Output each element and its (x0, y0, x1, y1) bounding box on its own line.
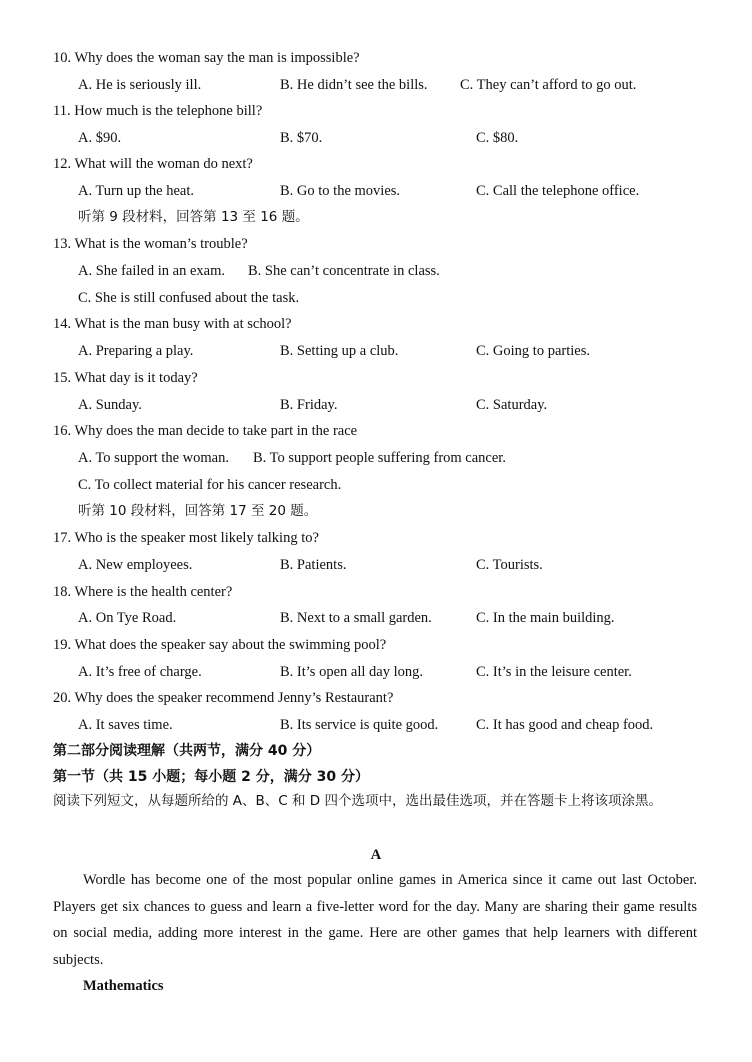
option-c: C. To collect material for his cancer research. (78, 477, 342, 493)
option-c: C. Going to parties. (476, 343, 590, 359)
question-20 (0, 688, 752, 708)
option-b: B. Its service is quite good. (280, 717, 439, 733)
options-16-c (0, 475, 752, 495)
heading-text: 第二部分阅读理解（共两节，满分 40 分） (53, 743, 321, 759)
option-b: B. It’s open all day long. (280, 664, 423, 680)
question-16 (0, 421, 752, 441)
option-b: B. Patients. (280, 557, 347, 573)
question-15 (0, 368, 752, 388)
options-20 (0, 715, 752, 735)
option-a: A. On Tye Road. (78, 610, 177, 626)
option-a: A. Preparing a play. (78, 343, 194, 359)
option-c: C. Saturday. (476, 397, 548, 413)
options-11 (0, 128, 752, 148)
option-a: A. Turn up the heat. (78, 183, 194, 199)
option-a: A. It’s free of charge. (78, 664, 202, 680)
options-17 (0, 555, 752, 575)
passage-label-row (0, 845, 752, 865)
section1-heading (0, 767, 752, 787)
question-18 (0, 582, 752, 602)
option-b: B. Setting up a club. (280, 343, 399, 359)
options-18 (0, 608, 752, 628)
subheading-row (0, 976, 752, 996)
instruction-text: 阅读下列短文，从每题所给的 A、B、C 和 D 四个选项中，选出最佳选项，并在答题卡上将该项涂黑。 (53, 793, 662, 809)
question-text: 12. What will the woman do next? (53, 156, 253, 172)
option-c: C. It has good and cheap food. (476, 717, 654, 733)
option-a: A. He is seriously ill. (78, 77, 202, 93)
question-text: 17. Who is the speaker most likely talking to? (53, 530, 319, 546)
option-a: A. Sunday. (78, 397, 142, 413)
option-b: B. $70. (280, 130, 323, 146)
option-c: C. In the main building. (476, 610, 615, 626)
options-13 (0, 261, 752, 281)
option-c: C. They can’t afford to go out. (460, 77, 637, 93)
question-12 (0, 154, 752, 174)
option-c: C. It’s in the leisure center. (476, 664, 632, 680)
options-14 (0, 341, 752, 361)
options-16 (0, 448, 752, 468)
option-b: B. To support people suffering from cancer. (253, 450, 506, 466)
options-15 (0, 395, 752, 415)
option-c: C. Call the telephone office. (476, 183, 640, 199)
passage-label: A (370, 847, 382, 863)
option-a: A. To support the woman. (78, 450, 229, 466)
question-text: 11. How much is the telephone bill? (53, 103, 263, 119)
question-10 (0, 48, 752, 68)
question-text: 19. What does the speaker say about the swimming pool? (53, 637, 387, 653)
passage-paragraph: Wordle has become one of the most popular online games in America since it came out last October. Players get six chances to guess and learn a five-letter word for the day. Many are sharing their game results on social media, adding more interest in the game. Here are other games that help learners with different subjects. (53, 872, 697, 968)
option-a: A. She failed in an exam. (78, 263, 225, 279)
option-c: C. Tourists. (476, 557, 543, 573)
note-text: 听第 10 段材料，回答第 17 至 20 题。 (78, 503, 318, 519)
option-c: C. She is still confused about the task. (78, 290, 300, 306)
section-note (0, 207, 752, 227)
option-b: B. Friday. (280, 397, 338, 413)
option-a: A. New employees. (78, 557, 193, 573)
option-a: A. It saves time. (78, 717, 173, 733)
question-text: 13. What is the woman’s trouble? (53, 236, 248, 252)
question-19 (0, 635, 752, 655)
subheading-mathematics: Mathematics (83, 978, 164, 994)
option-b: B. She can’t concentrate in class. (248, 263, 440, 279)
question-text: 20. Why does the speaker recommend Jenny’s Restaurant? (53, 690, 394, 706)
question-14 (0, 314, 752, 334)
option-c: C. $80. (476, 130, 519, 146)
options-13-c (0, 288, 752, 308)
options-12 (0, 181, 752, 201)
option-b: B. Go to the movies. (280, 183, 401, 199)
note-text: 听第 9 段材料，回答第 13 至 16 题。 (78, 209, 309, 225)
question-text: 10. Why does the woman say the man is impossible? (53, 50, 360, 66)
question-text: 15. What day is it today? (53, 370, 198, 386)
question-text: 16. Why does the man decide to take part in the race (53, 423, 358, 439)
part2-heading (0, 741, 752, 761)
option-b: B. Next to a small garden. (280, 610, 432, 626)
question-11 (0, 101, 752, 121)
section-note (0, 501, 752, 521)
options-10 (0, 75, 752, 95)
question-13 (0, 234, 752, 254)
question-text: 14. What is the man busy with at school? (53, 316, 292, 332)
question-text: 18. Where is the health center? (53, 584, 233, 600)
options-19 (0, 662, 752, 682)
question-17 (0, 528, 752, 548)
option-b: B. He didn’t see the bills. (280, 77, 428, 93)
heading-text: 第一节（共 15 小题；每小题 2 分，满分 30 分） (53, 769, 369, 785)
option-a: A. $90. (78, 130, 122, 146)
